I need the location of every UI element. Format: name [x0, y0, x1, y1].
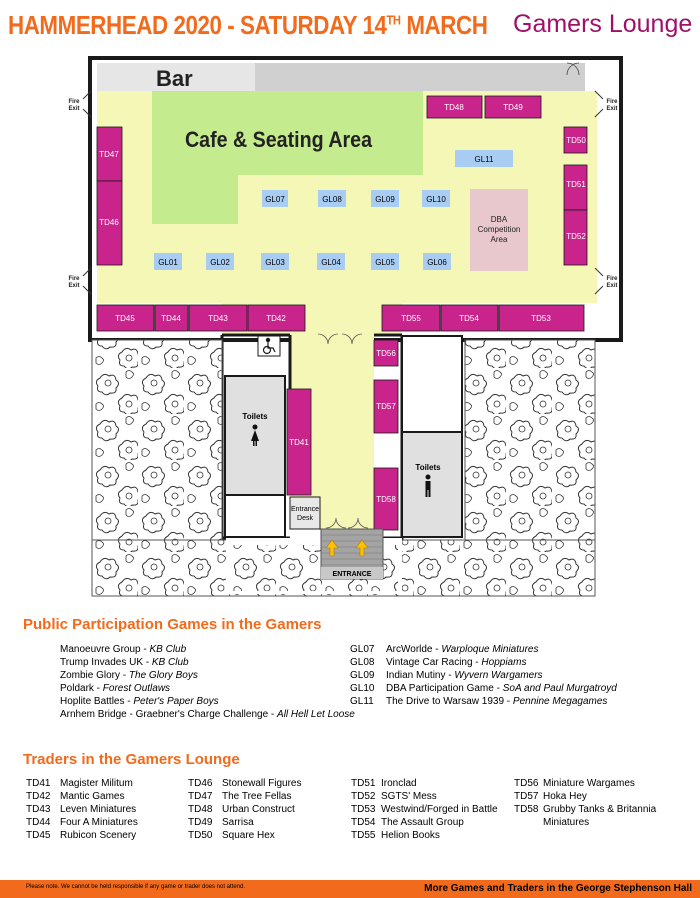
- td53-label: TD53: [531, 314, 551, 323]
- list-item: TD58 Grubby Tanks & Britannia: [514, 804, 657, 815]
- game-table-gl03: [261, 253, 289, 270]
- list-item: TD43 Leven Miniatures: [26, 804, 137, 815]
- list-item: GL07 ArcWorlde - Warploque Miniatures: [350, 644, 539, 655]
- list-item: TD57 Hoka Hey: [514, 791, 587, 802]
- bar-counter: [255, 63, 585, 91]
- td46-label: TD46: [99, 218, 119, 227]
- td58-label: TD58: [376, 495, 396, 504]
- list-item: Poldark - Forest Outlaws: [60, 683, 171, 694]
- td47-label: TD47: [99, 150, 119, 159]
- bar-label: Bar: [156, 66, 193, 91]
- list-item: TD49 Sarrisa: [188, 817, 254, 828]
- svg-text:Desk: Desk: [297, 515, 313, 522]
- list-item: Zombie Glory - The Glory Boys: [60, 670, 198, 681]
- footer-disclaimer: Please note. We cannot be held responsible if any game or trader does not attend.: [26, 884, 246, 890]
- svg-text:GL07: GL07: [265, 195, 285, 204]
- game-table-gl08: [318, 190, 346, 207]
- footer-more-info: More Games and Traders in the George Stephenson Hall: [424, 883, 692, 894]
- td43-label: TD43: [208, 314, 228, 323]
- list-item: TD45 Rubicon Scenery: [26, 830, 137, 841]
- td45-label: TD45: [115, 314, 135, 323]
- list-item: TD41 Magister Militum: [26, 778, 133, 789]
- toilets-right-label: Toilets: [415, 463, 441, 472]
- entrance-desk: [290, 497, 320, 529]
- list-item: TD54 The Assault Group: [351, 817, 464, 828]
- svg-text:Fire: Fire: [68, 276, 80, 282]
- traders-list-col-3: [351, 777, 511, 842]
- list-item: TD53 Westwind/Forged in Battle: [351, 804, 498, 815]
- game-table-gl05: [371, 253, 399, 270]
- td52-label: TD52: [566, 232, 586, 241]
- svg-text:Fire: Fire: [606, 276, 618, 282]
- svg-text:Exit: Exit: [68, 283, 80, 289]
- td57-label: TD57: [376, 402, 396, 411]
- entrance-label: ENTRANCE: [332, 571, 372, 578]
- footer-bar: [0, 880, 700, 898]
- list-item: TD56 Miniature Wargames: [514, 778, 635, 789]
- floor-plan-map: [0, 50, 700, 610]
- list-item: GL11 The Drive to Warsaw 1939 - Pennine Megagames: [350, 696, 608, 707]
- svg-text:GL01: GL01: [158, 258, 178, 267]
- game-table-gl11: [455, 150, 513, 167]
- games-section-heading: Public Participation Games in the Gamers: [23, 616, 322, 633]
- game-table-gl09: [371, 190, 399, 207]
- list-item: TD44 Four A Miniatures: [26, 817, 138, 828]
- td51-label: TD51: [566, 180, 586, 189]
- list-item: GL10 DBA Participation Game - SoA and Paul Murgatroyd: [350, 683, 617, 694]
- list-item: TD46 Stonewall Figures: [188, 778, 302, 789]
- svg-text:GL04: GL04: [321, 258, 341, 267]
- svg-text:GL06: GL06: [427, 258, 447, 267]
- td54-label: TD54: [459, 314, 479, 323]
- list-item: GL08 Vintage Car Racing - Hoppiams: [350, 657, 527, 668]
- garden-left: [92, 340, 222, 540]
- td56-label: TD56: [376, 349, 396, 358]
- svg-text:Fire: Fire: [606, 99, 618, 105]
- dba-label-line-1: DBA: [490, 215, 508, 224]
- dba-label-line-3: Area: [490, 235, 508, 244]
- toilets-left-label: Toilets: [242, 412, 268, 421]
- list-item: TD52 SGTS' Mess: [351, 791, 437, 802]
- td48-label: TD48: [444, 103, 464, 112]
- td41-label: TD41: [289, 438, 309, 447]
- svg-text:GL11: GL11: [474, 155, 494, 164]
- traders-list-col-2: [188, 777, 348, 842]
- list-item: TD51 Ironclad: [351, 778, 417, 789]
- games-list-right: [350, 643, 670, 708]
- game-table-gl10: [422, 190, 450, 207]
- td44-label: TD44: [161, 314, 181, 323]
- svg-text:Entrance: Entrance: [290, 506, 320, 513]
- game-table-gl02: [206, 253, 234, 270]
- svg-text:Fire: Fire: [68, 99, 80, 105]
- list-item: GL09 Indian Mutiny - Wyvern Wargamers: [350, 670, 543, 681]
- game-table-gl04: [317, 253, 345, 270]
- title-superscript: TH: [386, 12, 401, 28]
- garden-right: [465, 340, 595, 540]
- svg-text:GL08: GL08: [322, 195, 342, 204]
- traders-list-col-4: [514, 777, 694, 829]
- game-table-gl06: [423, 253, 451, 270]
- list-item: TD55 Helion Books: [351, 830, 440, 841]
- svg-text:GL02: GL02: [210, 258, 230, 267]
- td49-label: TD49: [503, 103, 523, 112]
- dba-label-line-2: Competition: [477, 225, 521, 234]
- traders-list-col-1: [26, 777, 186, 842]
- page-subtitle: Gamers Lounge: [513, 10, 693, 38]
- list-item: Trump Invades UK - KB Club: [60, 657, 189, 668]
- games-list-left: [60, 643, 355, 721]
- toilets-right: [402, 432, 462, 537]
- traders-section-heading: Traders in the Gamers Lounge: [23, 751, 240, 768]
- list-item: Miniatures: [543, 817, 590, 828]
- list-item: TD42 Mantic Games: [26, 791, 125, 802]
- cafe-label: Cafe & Seating Area: [185, 127, 373, 152]
- page-title: HAMMERHEAD 2020 - SATURDAY 14TH MARCH: [8, 10, 488, 40]
- svg-text:Exit: Exit: [68, 106, 80, 112]
- td50-label: TD50: [566, 136, 586, 145]
- list-item: Manoeuvre Group - KB Club: [60, 644, 187, 655]
- svg-text:Exit: Exit: [606, 106, 618, 112]
- list-item: TD48 Urban Construct: [188, 804, 295, 815]
- game-table-gl01: [154, 253, 182, 270]
- svg-text:GL09: GL09: [375, 195, 395, 204]
- list-item: Arnhem Bridge - Graebner's Charge Challenge - All Hell Let Loose: [60, 709, 355, 720]
- fire-exit-bottom-left: [68, 268, 91, 294]
- list-item: Hoplite Battles - Peter's Paper Boys: [60, 696, 219, 707]
- svg-text:GL10: GL10: [426, 195, 446, 204]
- svg-text:GL03: GL03: [265, 258, 285, 267]
- fire-exit-top-left: [68, 91, 91, 117]
- td55-label: TD55: [401, 314, 421, 323]
- list-item: TD50 Square Hex: [188, 830, 275, 841]
- svg-text:Exit: Exit: [606, 283, 618, 289]
- svg-text:GL05: GL05: [375, 258, 395, 267]
- list-item: TD47 The Tree Fellas: [188, 791, 292, 802]
- td42-label: TD42: [266, 314, 286, 323]
- game-table-gl07: [262, 190, 288, 207]
